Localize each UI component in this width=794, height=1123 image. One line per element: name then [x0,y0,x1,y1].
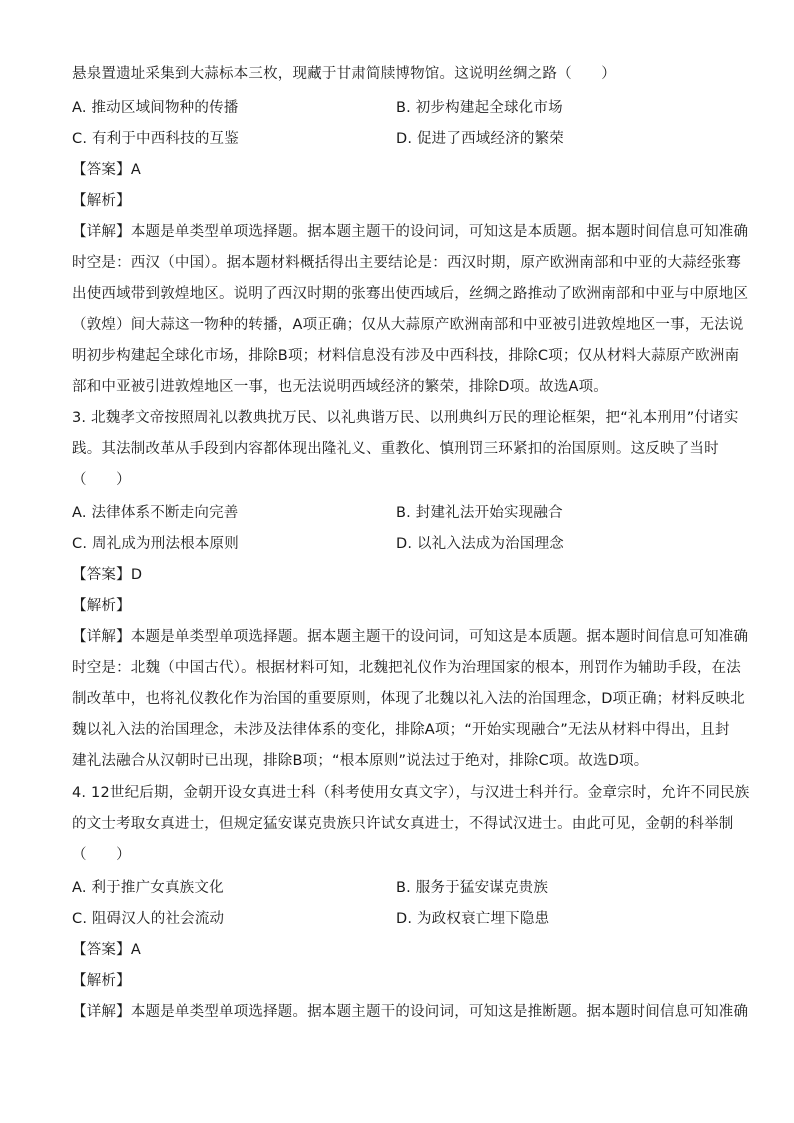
answer-value: D [130,567,143,583]
q3-option-d: D. 以礼入法成为治国理念 [396,536,564,552]
q4-stem-line: 4. 12世纪后期，金朝开设女真进士科（科考使用女真文字），与汉进士科并行。金章宗时，允许不同民族 [72,785,750,801]
q2-detail-line: 部和中亚被引进敦煌地区一事，也无法说明西域经济的繁荣，排除D项。故选A项。 [72,379,608,395]
q3-stem-line: 3. 北魏孝文帝按照周礼以教典扰万民、以礼典谐万民、以刑典纠万民的理论框架，把“礼本刑用”付诸实 [72,410,739,426]
detail-label: 【详解】 [72,224,131,240]
q3-option-a: A. 法律体系不断走向完善 [72,505,239,521]
q3-analysis-label: 【解析】 [72,598,131,614]
q2-detail-line: （敦煌）间大蒜这一物种的转播，A项正确；仅从大蒜原产欧洲南部和中亚被引进敦煌地区一事，无法说 [72,317,744,333]
q4-option-d: D. 为政权衰亡埋下隐患 [396,911,550,927]
q2-analysis-label: 【解析】 [72,193,131,209]
q2-option-d: D. 促进了西域经济的繁荣 [396,131,564,147]
q4-option-c: C. 阻碍汉人的社会流动 [72,911,225,927]
q4-option-a: A. 利于推广女真族文化 [72,880,224,896]
q2-answer [72,160,724,180]
detail-text: 本题是单类型单项选择题。据本题主题干的设问词，可知这是推断题。据本题时间信息可知准确 [130,1004,749,1020]
detail-label: 【详解】 [72,1004,131,1020]
q3-option-b: B. 封建礼法开始实现融合 [396,505,563,521]
q3-stem-line: 践。其法制改革从手段到内容都体现出隆礼义、重教化、慎刑罚三环紧扣的治国原则。这反映了当时 [72,441,719,457]
q3-detail-line: 时空是：北魏（中国古代）。根据材料可知，北魏把礼仪作为治理国家的根本，刑罚作为辅助手段，在法 [72,660,741,676]
answer-label: 【答案】 [72,162,131,178]
detail-text: 本题是单类型单项选择题。据本题主题干的设问词，可知这是本质题。据本题时间信息可知准确 [130,629,749,645]
answer-label: 【答案】 [72,942,131,958]
q2-detail-line: 出使西域带到敦煌地区。说明了西汉时期的张骞出使西域后，丝绸之路推动了欧洲南部和中亚与中原地区 [72,286,749,302]
q4-detail-line [72,1002,749,1022]
q2-detail-line [72,222,749,242]
q2-stem: 悬泉置遗址采集到大蒜标本三枚，现藏于甘肃简牍博物馆。这说明丝绸之路（ ） [72,66,616,82]
q3-stem-line: （ ） [72,472,131,488]
detail-label: 【详解】 [72,629,131,645]
q3-detail-line: 制改革中，也将礼仪教化作为治国的重要原则，体现了北魏以礼入法的治国理念，D项正确；材料反映北 [72,691,745,707]
answer-label: 【答案】 [72,567,131,583]
q2-detail-line: 明初步构建起全球化市场，排除B项；材料信息没有涉及中西科技，排除C项；仅从材料大蒜原产欧洲南 [72,348,740,364]
q2-detail-line: 时空是：西汉（中国）。据本题材料概括得出主要结论是：西汉时期，原产欧洲南部和中亚的大蒜经张骞 [72,255,741,271]
q3-detail-line [72,627,749,647]
q2-option-c: C. 有利于中西科技的互鉴 [72,131,239,147]
q3-answer [72,565,724,585]
q3-detail-line: 魏以礼入法的治国理念，未涉及法律体系的变化，排除A项；“开始实现融合”无法从材料中得出，且封 [72,722,730,738]
q4-stem-line: 的文士考取女真进士，但规定猛安谋克贵族只许试女真进士，不得试汉进士。由此可见，金朝的科举制 [72,816,734,832]
detail-text: 本题是单类型单项选择题。据本题主题干的设问词，可知这是本质题。据本题时间信息可知准确 [130,224,749,240]
q4-analysis-label: 【解析】 [72,973,131,989]
q2-option-a: A. 推动区域间物种的传播 [72,100,239,116]
q3-option-c: C. 周礼成为刑法根本原则 [72,536,239,552]
answer-value: A [130,162,141,178]
q4-stem-line: （ ） [72,847,131,863]
q4-answer [72,940,724,960]
q3-detail-line: 建礼法融合从汉朝时已出现，排除B项；“根本原则”说法过于绝对，排除C项。故选D项。 [72,753,649,769]
q2-option-b: B. 初步构建起全球化市场 [396,100,563,116]
q4-option-b: B. 服务于猛安谋克贵族 [396,880,549,896]
answer-value: A [130,942,141,958]
